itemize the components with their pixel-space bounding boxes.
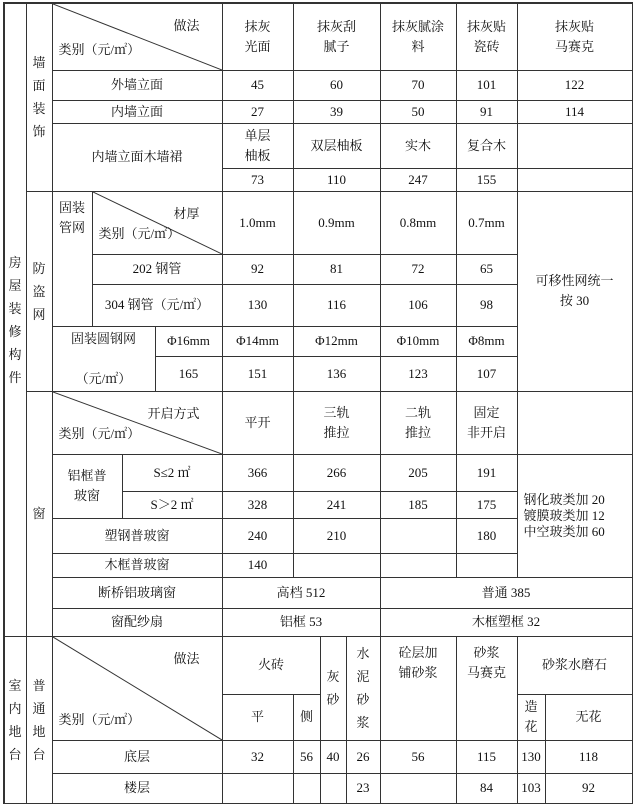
platform-lime-sand: 灰砂 bbox=[320, 636, 347, 741]
wall-header: 抹灰贴 马赛克 bbox=[517, 3, 633, 71]
diag-row-label: 类别（元/㎡） bbox=[58, 425, 141, 441]
guard-diameter: Φ12mm bbox=[293, 326, 381, 357]
wall-wood-value: 73 bbox=[222, 168, 294, 192]
wall-wood-value: 155 bbox=[456, 168, 518, 192]
guard-value: 106 bbox=[380, 284, 457, 327]
section-indoor-platform: 室内地台 bbox=[4, 636, 27, 804]
guard-diameter: Φ16mm bbox=[155, 326, 223, 357]
window-header-diagonal bbox=[52, 391, 223, 455]
section-normal-platform: 普通地台 bbox=[26, 636, 53, 804]
window-value: 240 bbox=[222, 518, 294, 554]
guard-value: 65 bbox=[456, 254, 518, 285]
wall-value: 114 bbox=[517, 100, 633, 124]
wall-wood-type: 复合木 bbox=[456, 123, 518, 169]
wall-value: 122 bbox=[517, 70, 633, 101]
empty-cell bbox=[517, 123, 633, 169]
platform-value: 26 bbox=[346, 740, 381, 774]
guard-diameter: Φ10mm bbox=[380, 326, 457, 357]
window-screen-alu: 铝框 53 bbox=[222, 608, 381, 637]
guard-diameter: Φ8mm bbox=[456, 326, 518, 357]
wall-wood-label: 内墙立面木墙裙 bbox=[52, 123, 223, 192]
window-value: 205 bbox=[380, 454, 457, 492]
guard-round-value: 151 bbox=[222, 356, 294, 392]
wall-value: 50 bbox=[380, 100, 457, 124]
window-header: 固定 非开启 bbox=[456, 391, 518, 455]
platform-value bbox=[320, 773, 347, 804]
wall-row-label: 外墙立面 bbox=[52, 70, 223, 101]
diag-row-label: 类别（元/㎡） bbox=[98, 225, 181, 241]
platform-value: 115 bbox=[456, 740, 518, 774]
window-bridge-normal: 普通 385 bbox=[380, 577, 633, 609]
platform-value: 56 bbox=[380, 740, 457, 774]
wall-header: 抹灰贴 瓷砖 bbox=[456, 3, 518, 71]
wall-row-label: 内墙立面 bbox=[52, 100, 223, 124]
section-security-net: 防盗网 bbox=[26, 191, 53, 392]
guard-round-value: 123 bbox=[380, 356, 457, 392]
diagonal-line bbox=[93, 192, 222, 254]
window-value bbox=[456, 553, 518, 578]
platform-terrazzo-plain: 无花 bbox=[545, 694, 633, 741]
guard-value: 130 bbox=[222, 284, 294, 327]
diagonal-line bbox=[53, 4, 222, 70]
platform-value: 23 bbox=[346, 773, 381, 804]
guard-value: 116 bbox=[293, 284, 381, 327]
platform-value: 56 bbox=[293, 740, 321, 774]
section-house-fittings: 房屋装修构件 bbox=[4, 3, 27, 637]
guard-note: 可移性网统一 按 30 bbox=[517, 191, 633, 392]
platform-value: 32 bbox=[222, 740, 294, 774]
window-bridge-label: 断桥铝玻璃窗 bbox=[52, 577, 223, 609]
guard-thickness: 1.0mm bbox=[222, 191, 294, 255]
guard-round-value: 136 bbox=[293, 356, 381, 392]
window-glass-note: 钢化玻类加 20 镀膜玻类加 12 中空玻类加 60 bbox=[517, 454, 633, 578]
platform-mosaic: 砂浆 马赛克 bbox=[456, 636, 518, 741]
window-size-label: S＞2 ㎡ bbox=[122, 491, 223, 519]
window-wood-label: 木框普玻窗 bbox=[52, 553, 223, 578]
diag-column-label: 材厚 bbox=[173, 205, 200, 221]
window-value: 180 bbox=[456, 518, 518, 554]
window-value bbox=[293, 553, 381, 578]
guard-row-label: 202 钢管 bbox=[92, 254, 223, 285]
window-bridge-high: 高档 512 bbox=[222, 577, 381, 609]
platform-value: 130 bbox=[517, 740, 546, 774]
platform-cement-mortar: 水泥砂浆 bbox=[346, 636, 381, 741]
wall-value: 39 bbox=[293, 100, 381, 124]
guard-thickness: 0.9mm bbox=[293, 191, 381, 255]
window-value: 266 bbox=[293, 454, 381, 492]
wall-value: 101 bbox=[456, 70, 518, 101]
guard-pipe-label: 固装 管网 bbox=[52, 191, 93, 327]
window-value: 366 bbox=[222, 454, 294, 492]
wall-header-diagonal bbox=[52, 3, 223, 71]
guard-round-value: 165 bbox=[155, 356, 223, 392]
platform-value: 92 bbox=[545, 773, 633, 804]
platform-brick-flat: 平 bbox=[222, 694, 294, 741]
diag-column-label: 做法 bbox=[173, 650, 200, 666]
window-header: 平开 bbox=[222, 391, 294, 455]
window-value: 191 bbox=[456, 454, 518, 492]
diag-column-label: 开启方式 bbox=[147, 405, 200, 421]
platform-value bbox=[293, 773, 321, 804]
empty-cell bbox=[517, 391, 633, 455]
diag-row-label: 类别（元/㎡） bbox=[58, 41, 141, 57]
diag-column-label: 做法 bbox=[173, 17, 200, 33]
window-screen-label: 窗配纱扇 bbox=[52, 608, 223, 637]
guard-value: 92 bbox=[222, 254, 294, 285]
platform-value bbox=[380, 773, 457, 804]
section-window: 窗 bbox=[26, 391, 53, 637]
guard-diameter: Φ14mm bbox=[222, 326, 294, 357]
wall-wood-type: 实木 bbox=[380, 123, 457, 169]
guard-value: 81 bbox=[293, 254, 381, 285]
section-wall-decoration: 墙面装饰 bbox=[26, 3, 53, 192]
platform-value: 84 bbox=[456, 773, 518, 804]
window-value: 210 bbox=[293, 518, 381, 554]
window-header: 二轨 推拉 bbox=[380, 391, 457, 455]
platform-row-label: 楼层 bbox=[52, 773, 223, 804]
window-alu-label: 铝框普 玻窗 bbox=[52, 454, 123, 519]
wall-wood-value: 247 bbox=[380, 168, 457, 192]
platform-concrete: 砼层加 铺砂浆 bbox=[380, 636, 457, 741]
platform-value: 40 bbox=[320, 740, 347, 774]
window-value bbox=[380, 553, 457, 578]
guard-value: 98 bbox=[456, 284, 518, 327]
wall-value: 91 bbox=[456, 100, 518, 124]
window-header: 三轨 推拉 bbox=[293, 391, 381, 455]
wall-header: 抹灰刮 腻子 bbox=[293, 3, 381, 71]
window-value: 241 bbox=[293, 491, 381, 519]
window-screen-wood: 木框塑框 32 bbox=[380, 608, 633, 637]
guard-value: 72 bbox=[380, 254, 457, 285]
wall-value: 45 bbox=[222, 70, 294, 101]
platform-brick: 火砖 bbox=[222, 636, 321, 695]
guard-thickness: 0.7mm bbox=[456, 191, 518, 255]
guard-round-value: 107 bbox=[456, 356, 518, 392]
wall-header: 抹灰腻涂 料 bbox=[380, 3, 457, 71]
platform-value: 103 bbox=[517, 773, 546, 804]
window-value: 140 bbox=[222, 553, 294, 578]
wall-wood-value: 110 bbox=[293, 168, 381, 192]
window-value: 175 bbox=[456, 491, 518, 519]
guard-header-diagonal bbox=[92, 191, 223, 255]
guard-round-label: 固装圆钢网 （元/㎡） bbox=[52, 326, 156, 392]
wall-header: 抹灰 光面 bbox=[222, 3, 294, 71]
window-size-label: S≤2 ㎡ bbox=[122, 454, 223, 492]
wall-value: 70 bbox=[380, 70, 457, 101]
platform-value: 118 bbox=[545, 740, 633, 774]
window-value: 185 bbox=[380, 491, 457, 519]
platform-terrazzo-flower: 造 花 bbox=[517, 694, 546, 741]
empty-cell bbox=[517, 168, 633, 192]
platform-terrazzo: 砂浆水磨石 bbox=[517, 636, 633, 695]
window-value: 328 bbox=[222, 491, 294, 519]
wall-value: 27 bbox=[222, 100, 294, 124]
guard-thickness: 0.8mm bbox=[380, 191, 457, 255]
wall-value: 60 bbox=[293, 70, 381, 101]
diag-row-label: 类别（元/㎡） bbox=[58, 711, 141, 727]
wall-wood-type: 单层 柚板 bbox=[222, 123, 294, 169]
window-plastic-label: 塑钢普玻窗 bbox=[52, 518, 223, 554]
platform-brick-side: 侧 bbox=[293, 694, 321, 741]
guard-row-label: 304 钢管（元/㎡） bbox=[92, 284, 223, 327]
platform-header-diagonal bbox=[52, 636, 223, 741]
wall-wood-type: 双层柚板 bbox=[293, 123, 381, 169]
window-value bbox=[380, 518, 457, 554]
platform-row-label: 底层 bbox=[52, 740, 223, 774]
platform-value bbox=[222, 773, 294, 804]
